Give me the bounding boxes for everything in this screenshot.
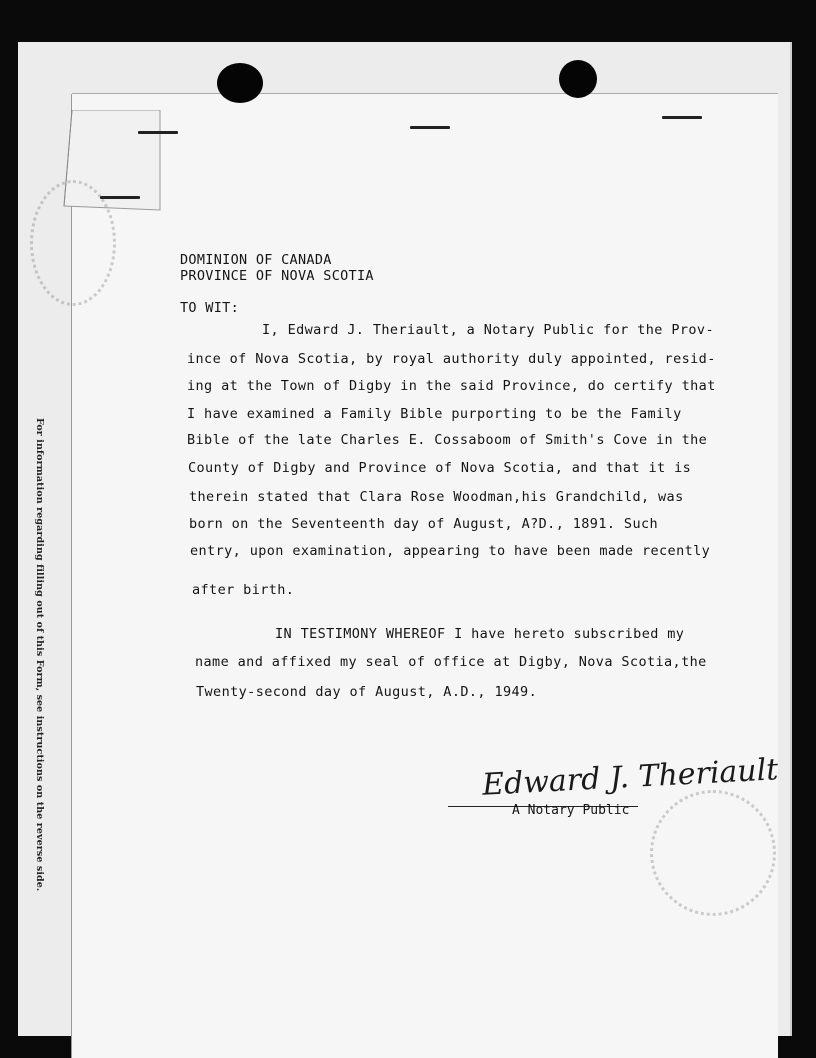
testimony-line: IN TESTIMONY WHEREOF I have hereto subscribed my — [275, 626, 685, 642]
staple-mark — [138, 131, 178, 134]
certificate-line: entry, upon examination, appearing to have been made recently — [190, 543, 711, 559]
testimony-line: name and affixed my seal of office at Digby, Nova Scotia,the — [195, 654, 707, 670]
certificate-line: Bible of the late Charles E. Cossaboom of Smith's Cove in the — [187, 432, 708, 448]
side-note: For information regarding filling out of this Form, see instructions on the reverse side. — [34, 418, 45, 892]
certificate-line: ince of Nova Scotia, by royal authority duly appointed, resid- — [187, 351, 716, 367]
notary-signature: Edward J. Theriault — [481, 752, 780, 803]
document-page — [72, 94, 778, 1058]
staple-mark — [662, 116, 702, 119]
punch-hole-right — [559, 60, 597, 98]
notary-caption: A Notary Public — [512, 803, 630, 818]
embossed-seal — [30, 180, 116, 306]
notary-seal — [650, 790, 776, 916]
to-wit: TO WIT: — [180, 300, 239, 316]
certificate-line: I, Edward J. Theriault, a Notary Public for the Prov- — [262, 322, 714, 338]
staple-mark — [410, 126, 450, 129]
punch-hole-left — [217, 63, 263, 103]
staple-mark — [100, 196, 140, 199]
certificate-line: I have examined a Family Bible purporting to be the Family — [187, 406, 682, 422]
certificate-line: County of Digby and Province of Nova Scotia, and that it is — [188, 460, 692, 476]
testimony-line: Twenty-second day of August, A.D., 1949. — [196, 684, 538, 700]
certificate-line: born on the Seventeenth day of August, A?D., 1891. Such — [189, 516, 659, 532]
heading-dominion: DOMINION OF CANADA — [180, 252, 332, 268]
certificate-line: ing at the Town of Digby in the said Province, do certify that — [187, 378, 716, 394]
certificate-line: therein stated that Clara Rose Woodman,his Grandchild, was — [189, 489, 684, 505]
certificate-line: after birth. — [192, 582, 295, 598]
heading-province: PROVINCE OF NOVA SCOTIA — [180, 268, 374, 284]
